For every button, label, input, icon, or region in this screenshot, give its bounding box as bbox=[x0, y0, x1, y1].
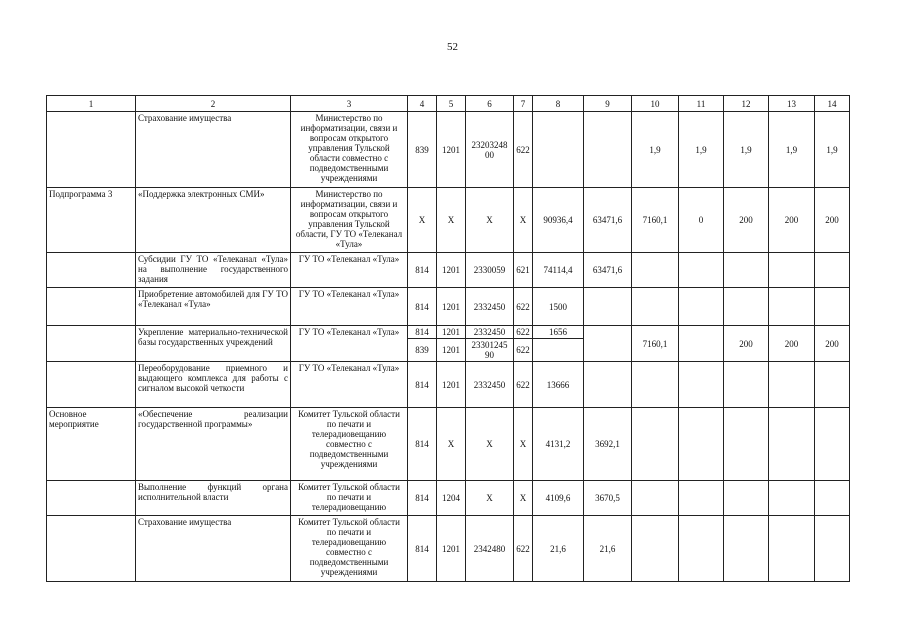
header-cell: 7 bbox=[514, 96, 533, 112]
value-cell bbox=[632, 253, 679, 288]
rz-pr-cell: 1201 bbox=[437, 112, 466, 188]
vr-cell: X bbox=[514, 408, 533, 481]
value-cell bbox=[679, 288, 724, 326]
table-row bbox=[47, 188, 850, 253]
value-cell bbox=[724, 288, 769, 326]
table-row bbox=[47, 516, 850, 582]
value-cell bbox=[769, 516, 815, 582]
csr-cell: 2330059 bbox=[466, 253, 514, 288]
value-cell bbox=[584, 288, 632, 326]
activity-cell: Выполнение функций органа исполнительной власти bbox=[136, 481, 291, 516]
activity-cell: Приобретение автомобилей для ГУ ТО «Телеканал «Тула» bbox=[136, 288, 291, 326]
value-cell bbox=[815, 362, 850, 408]
value-cell bbox=[584, 326, 632, 362]
value-cell bbox=[679, 326, 724, 362]
vr-cell: 622 bbox=[514, 362, 533, 408]
table-row bbox=[47, 253, 850, 288]
csr-cell: 2332450 bbox=[466, 326, 514, 339]
value-cell bbox=[815, 408, 850, 481]
grbs-cell: 814 bbox=[408, 408, 437, 481]
vr-cell: 622 bbox=[514, 326, 533, 339]
header-cell: 14 bbox=[815, 96, 850, 112]
vr-cell: 622 bbox=[514, 516, 533, 582]
value-cell: 1,9 bbox=[769, 112, 815, 188]
rz-pr-cell: 1201 bbox=[437, 362, 466, 408]
table-row bbox=[47, 112, 850, 188]
value-cell bbox=[533, 112, 584, 188]
rz-pr-cell: 1201 bbox=[437, 326, 466, 339]
header-cell: 11 bbox=[679, 96, 724, 112]
header-cell: 1 bbox=[47, 96, 136, 112]
value-cell bbox=[724, 408, 769, 481]
value-cell bbox=[769, 362, 815, 408]
value-cell bbox=[632, 362, 679, 408]
value-cell bbox=[769, 408, 815, 481]
grbs-cell: 814 bbox=[408, 288, 437, 326]
executor-cell: Министерство по информатизации, связи и вопросам открытого управления Тульской области совместно с подведомственными учреждениями bbox=[291, 112, 408, 188]
rz-pr-cell: X bbox=[437, 408, 466, 481]
value-cell bbox=[815, 516, 850, 582]
grbs-cell: 814 bbox=[408, 253, 437, 288]
executor-cell: ГУ ТО «Телеканал «Тула» bbox=[291, 253, 408, 288]
value-cell: 4131,2 bbox=[533, 408, 584, 481]
rz-pr-cell: 1201 bbox=[437, 253, 466, 288]
header-cell: 9 bbox=[584, 96, 632, 112]
value-cell: 74114,4 bbox=[533, 253, 584, 288]
executor-cell: ГУ ТО «Телеканал «Тула» bbox=[291, 288, 408, 326]
activity-cell: «Поддержка электронных СМИ» bbox=[136, 188, 291, 253]
value-cell: 21,6 bbox=[533, 516, 584, 582]
program-cell: Основное мероприятие bbox=[47, 408, 136, 481]
executor-cell: ГУ ТО «Телеканал «Тула» bbox=[291, 326, 408, 362]
rz-pr-cell: 1201 bbox=[437, 288, 466, 326]
header-cell: 4 bbox=[408, 96, 437, 112]
value-cell: 4109,6 bbox=[533, 481, 584, 516]
grbs-cell: 814 bbox=[408, 326, 437, 339]
value-cell: 3670,5 bbox=[584, 481, 632, 516]
program-cell bbox=[47, 326, 136, 362]
value-cell bbox=[724, 516, 769, 582]
activity-cell: Страхование имущества bbox=[136, 112, 291, 188]
vr-cell: 622 bbox=[514, 339, 533, 362]
activity-cell: Субсидии ГУ ТО «Телеканал «Тула» на выполнение государственного задания bbox=[136, 253, 291, 288]
csr-cell: X bbox=[466, 408, 514, 481]
value-cell bbox=[533, 339, 584, 362]
grbs-cell: X bbox=[408, 188, 437, 253]
value-cell: 7160,1 bbox=[632, 188, 679, 253]
program-cell: Подпрограмма 3 bbox=[47, 188, 136, 253]
header-cell: 3 bbox=[291, 96, 408, 112]
header-cell: 12 bbox=[724, 96, 769, 112]
activity-cell: «Обеспечение реализации государственной программы» bbox=[136, 408, 291, 481]
value-cell: 1,9 bbox=[815, 112, 850, 188]
value-cell bbox=[724, 253, 769, 288]
value-cell bbox=[724, 481, 769, 516]
executor-cell: Министерство по информатизации, связи и вопросам открытого управления Тульской области, ГУ ТО «Телеканал «Тула» bbox=[291, 188, 408, 253]
value-cell: 200 bbox=[769, 188, 815, 253]
value-cell: 200 bbox=[769, 326, 815, 362]
csr-cell: 2342480 bbox=[466, 516, 514, 582]
value-cell bbox=[815, 481, 850, 516]
csr-cell: 2332450 bbox=[466, 362, 514, 408]
value-cell bbox=[632, 408, 679, 481]
activity-cell: Укрепление материально-технической базы государственных учреждений bbox=[136, 326, 291, 362]
vr-cell: X bbox=[514, 188, 533, 253]
rz-pr-cell: X bbox=[437, 188, 466, 253]
csr-cell: 23203248 00 bbox=[466, 112, 514, 188]
value-cell bbox=[632, 288, 679, 326]
value-cell bbox=[632, 481, 679, 516]
value-cell bbox=[584, 112, 632, 188]
value-cell bbox=[679, 253, 724, 288]
executor-cell: Комитет Тульской области по печати и телерадиовещанию совместно с подведомственными учреждениями bbox=[291, 408, 408, 481]
budget-table bbox=[46, 95, 850, 582]
value-cell bbox=[679, 516, 724, 582]
header-cell: 10 bbox=[632, 96, 679, 112]
value-cell: 1656 bbox=[533, 326, 584, 339]
header-cell: 6 bbox=[466, 96, 514, 112]
value-cell bbox=[815, 288, 850, 326]
program-cell bbox=[47, 288, 136, 326]
value-cell bbox=[769, 288, 815, 326]
value-cell: 0 bbox=[679, 188, 724, 253]
rz-pr-cell: 1201 bbox=[437, 516, 466, 582]
executor-cell: Комитет Тульской области по печати и телерадиовещанию совместно с подведомственными учреждениями bbox=[291, 516, 408, 582]
rz-pr-cell: 1201 bbox=[437, 339, 466, 362]
value-cell: 63471,6 bbox=[584, 188, 632, 253]
grbs-cell: 814 bbox=[408, 516, 437, 582]
value-cell: 13666 bbox=[533, 362, 584, 408]
header-cell: 8 bbox=[533, 96, 584, 112]
value-cell bbox=[769, 481, 815, 516]
csr-cell: 23301245 90 bbox=[466, 339, 514, 362]
activity-cell: Переоборудование приемного и выдающего комплекса для работы с сигналом высокой четкости bbox=[136, 362, 291, 408]
page-number: 52 bbox=[447, 41, 458, 53]
program-cell bbox=[47, 516, 136, 582]
vr-cell: X bbox=[514, 481, 533, 516]
value-cell: 7160,1 bbox=[632, 326, 679, 362]
program-cell bbox=[47, 112, 136, 188]
value-cell: 3692,1 bbox=[584, 408, 632, 481]
executor-cell: ГУ ТО «Телеканал «Тула» bbox=[291, 362, 408, 408]
value-cell: 1,9 bbox=[632, 112, 679, 188]
value-cell bbox=[679, 408, 724, 481]
value-cell: 200 bbox=[724, 326, 769, 362]
header-cell: 13 bbox=[769, 96, 815, 112]
csr-cell: X bbox=[466, 481, 514, 516]
executor-cell: Комитет Тульской области по печати и телерадиовещанию bbox=[291, 481, 408, 516]
table-row bbox=[47, 481, 850, 516]
table-row bbox=[47, 288, 850, 326]
program-cell bbox=[47, 253, 136, 288]
header-cell: 5 bbox=[437, 96, 466, 112]
program-cell bbox=[47, 481, 136, 516]
value-cell: 200 bbox=[815, 326, 850, 362]
value-cell: 1,9 bbox=[679, 112, 724, 188]
value-cell: 200 bbox=[815, 188, 850, 253]
grbs-cell: 814 bbox=[408, 481, 437, 516]
grbs-cell: 839 bbox=[408, 112, 437, 188]
value-cell: 200 bbox=[724, 188, 769, 253]
value-cell bbox=[769, 253, 815, 288]
table-row bbox=[47, 326, 850, 339]
rz-pr-cell: 1204 bbox=[437, 481, 466, 516]
value-cell bbox=[815, 253, 850, 288]
value-cell bbox=[679, 481, 724, 516]
table-row bbox=[47, 362, 850, 408]
grbs-cell: 814 bbox=[408, 362, 437, 408]
value-cell bbox=[679, 362, 724, 408]
header-row bbox=[47, 96, 850, 112]
value-cell bbox=[724, 362, 769, 408]
value-cell: 1500 bbox=[533, 288, 584, 326]
vr-cell: 622 bbox=[514, 112, 533, 188]
value-cell: 63471,6 bbox=[584, 253, 632, 288]
csr-cell: 2332450 bbox=[466, 288, 514, 326]
vr-cell: 621 bbox=[514, 253, 533, 288]
value-cell: 1,9 bbox=[724, 112, 769, 188]
header-cell: 2 bbox=[136, 96, 291, 112]
csr-cell: X bbox=[466, 188, 514, 253]
value-cell bbox=[584, 362, 632, 408]
value-cell bbox=[632, 516, 679, 582]
table-row bbox=[47, 408, 850, 481]
value-cell: 21,6 bbox=[584, 516, 632, 582]
value-cell: 90936,4 bbox=[533, 188, 584, 253]
grbs-cell: 839 bbox=[408, 339, 437, 362]
program-cell bbox=[47, 362, 136, 408]
vr-cell: 622 bbox=[514, 288, 533, 326]
activity-cell: Страхование имущества bbox=[136, 516, 291, 582]
